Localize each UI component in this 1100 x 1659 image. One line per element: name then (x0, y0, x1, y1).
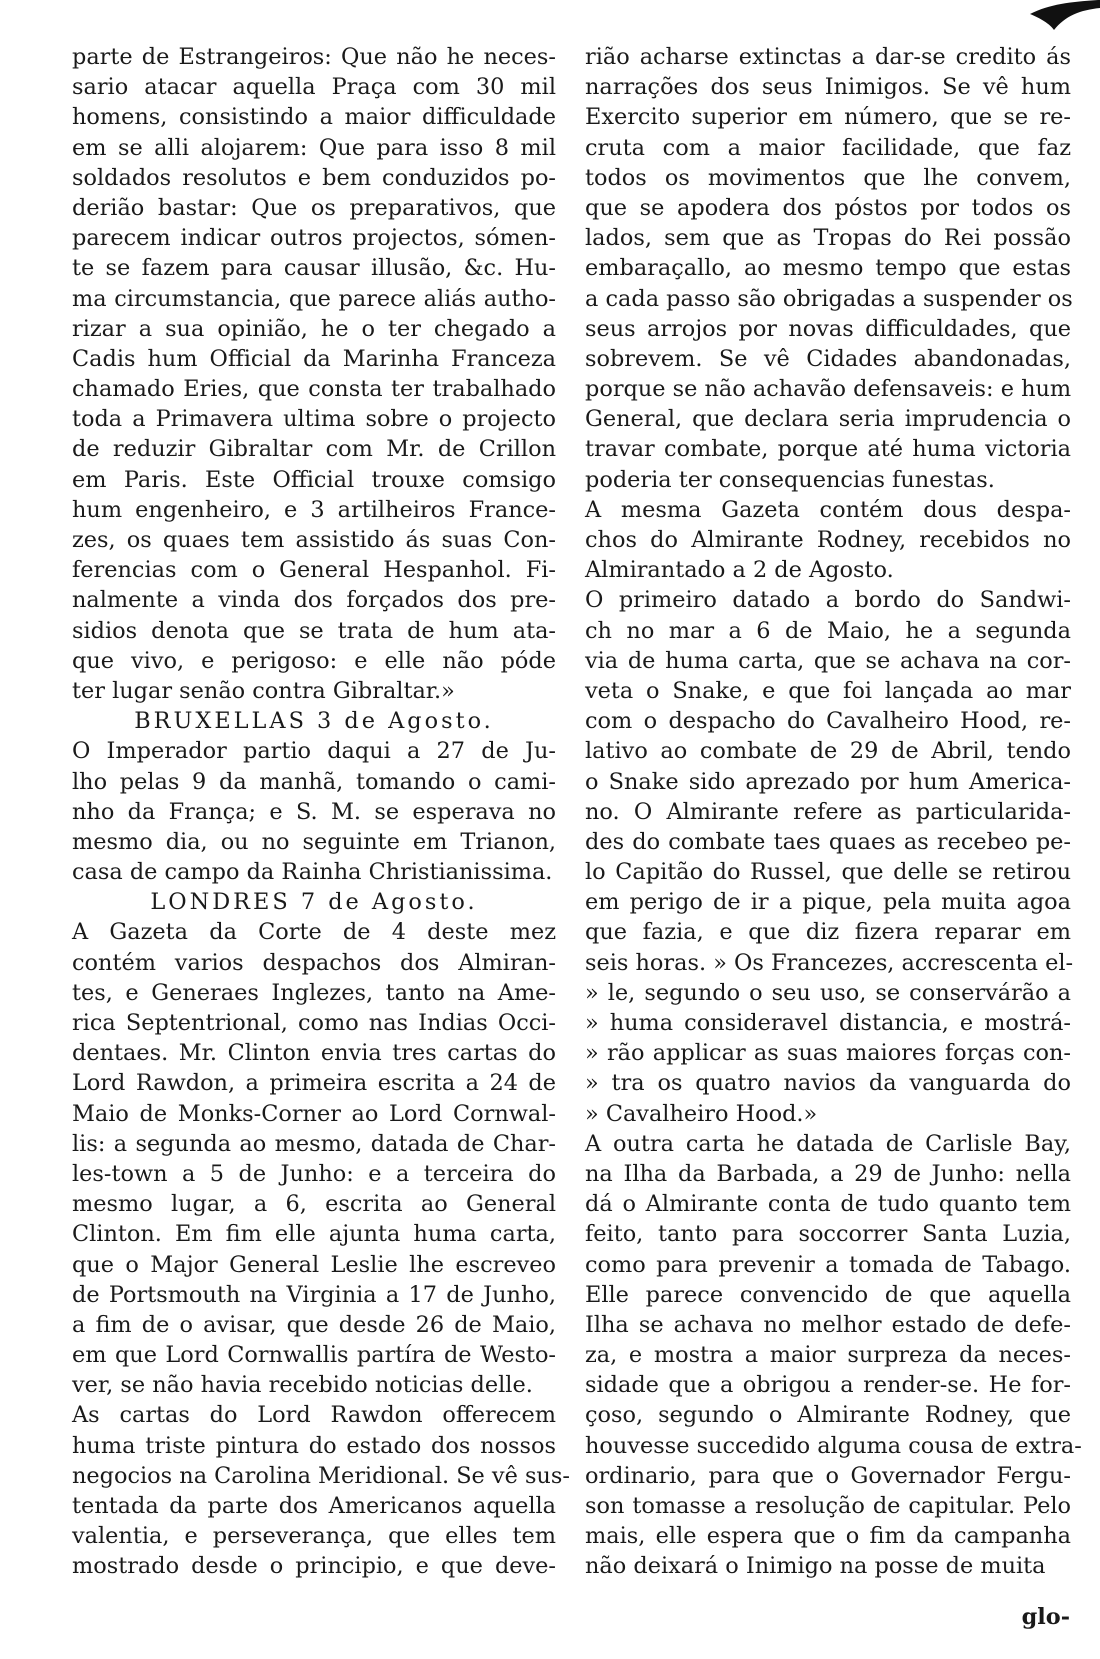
torn-corner-mark (1010, 0, 1100, 40)
text-line: veta o Snake, e que foi lançada ao mar (585, 677, 1071, 704)
text-line: » le, segundo o seu uso, se conservárão a (585, 979, 1071, 1006)
text-line: tes, e Generaes Inglezes, tanto na Ame- (72, 979, 556, 1006)
text-line: todos os movimentos que lhe convem, (585, 164, 1071, 191)
text-line: via de huma carta, que se achava na cor- (585, 647, 1071, 674)
text-line: parte de Estrangeiros: Que não he neces- (72, 44, 556, 70)
text-line: ferencias com o General Hespanhol. Fi- (72, 557, 556, 584)
text-line: lativo ao combate de 29 de Abril, tendo (585, 738, 1071, 765)
text-line: contém varios despachos dos Almiran- (72, 949, 556, 976)
catchword: glo- (1021, 1604, 1070, 1630)
text-line: o Snake sido aprezado por hum America- (585, 768, 1071, 795)
text-line: com o despacho do Cavalheiro Hood, re- (585, 708, 1071, 735)
right-column (585, 42, 1082, 1582)
text-line: parecem indicar outros projectos, sómen- (72, 225, 556, 252)
text-line: embaraçallo, ao mesmo tempo que estas (585, 255, 1071, 282)
text-line: a fim de o avisar, que desde 26 de Maio, (72, 1311, 556, 1338)
text-line: za, e mostra a maior surpreza da neces- (585, 1342, 1071, 1369)
text-line: no. O Almirante refere as particularida- (585, 798, 1071, 825)
text-line: ordinario, para que o Governador Fergu- (585, 1462, 1071, 1489)
text-line: A mesma Gazeta contém dous despa- (585, 496, 1071, 523)
text-line: » Cavalheiro Hood.» (585, 1100, 818, 1127)
text-line: nho da França; e S. M. se esperava no (72, 798, 556, 825)
text-line: lis: a segunda ao mesmo, datada de Char- (72, 1130, 556, 1157)
text-line: casa de campo da Rainha Christianissima. (72, 859, 553, 886)
text-line: » tra os quatro navios da vanguarda do (585, 1070, 1071, 1097)
text-line: hum engenheiro, e 3 artilheiros France- (72, 496, 556, 523)
text-line: na Ilha da Barbada, a 29 de Junho: nella (585, 1160, 1071, 1187)
text-line: mesmo lugar, a 6, escrita ao General (72, 1191, 556, 1218)
text-line: houvesse succedido alguma cousa de extra- (585, 1432, 1082, 1459)
text-line: seis horas. » Os Francezes, accrescenta el- (585, 949, 1074, 976)
text-line: que o Major General Leslie lhe escreveo (72, 1251, 556, 1278)
text-line: porque se não achavão defensaveis: e hum (585, 376, 1072, 403)
text-line: dentaes. Mr. Clinton envia tres cartas do (72, 1040, 556, 1067)
text-line: mais, elle espera que o fim da campanha (585, 1523, 1071, 1550)
text-line: em que Lord Cornwallis partíra de Westo- (72, 1342, 556, 1369)
text-line: em perigo de ir a pique, pela muita agoa (585, 889, 1071, 916)
text-line: ter lugar senão contra Gibraltar.» (72, 677, 455, 704)
text-line: huma triste pintura do estado dos nossos (72, 1432, 556, 1459)
text-line: les-town a 5 de Junho: e a terceira do (72, 1160, 556, 1187)
text-line: des do combate taes quaes as recebeo pe- (585, 828, 1071, 855)
text-line: de reduzir Gibraltar com Mr. de Crillon (72, 436, 556, 463)
text-line: toda a Primavera ultima sobre o projecto (72, 406, 556, 433)
text-line: lho pelas 9 da manhã, tomando o cami- (72, 768, 556, 795)
text-line: que vivo, e perigoso: e elle não póde (72, 647, 556, 674)
text-line: sidios denota que se trata de hum ata- (72, 617, 556, 644)
text-line: sobrevem. Se vê Cidades abandonadas, (585, 345, 1071, 372)
text-line: cruta com a maior facilidade, que faz (585, 134, 1071, 161)
text-line: narrações dos seus Inimigos. Se vê hum (585, 74, 1071, 101)
text-line: seus arrojos por novas difficuldades, que (585, 315, 1071, 342)
text-line: soldados resolutos e bem conduzidos po- (72, 164, 556, 191)
text-line: O Imperador partio daqui a 27 de Ju- (72, 738, 556, 765)
text-line: rião acharse extinctas a dar-se credito ás (585, 44, 1071, 70)
text-line: Exercito superior em número, que se re- (585, 104, 1071, 131)
text-line: que se apodera dos póstos por todos os (585, 194, 1071, 221)
text-line: Ilha se achava no melhor estado de defe- (585, 1311, 1071, 1338)
left-column (72, 42, 570, 1582)
text-line: de Portsmouth na Virginia a 17 de Junho, (72, 1281, 556, 1308)
text-line: homens, consistindo a maior difficuldade (72, 104, 556, 131)
text-line: ch no mar a 6 de Maio, he a segunda (585, 617, 1071, 644)
text-line: sario atacar aquella Praça com 30 mil (72, 74, 556, 101)
text-line: » rão applicar as suas maiores forças con- (585, 1040, 1071, 1067)
text-line: A outra carta he datada de Carlisle Bay, (585, 1130, 1071, 1157)
text-line: mesmo dia, ou no seguinte em Trianon, (72, 828, 556, 855)
text-line: lados, sem que as Tropas do Rei possão (585, 225, 1071, 252)
text-line: zes, os quaes tem assistido ás suas Con- (72, 527, 556, 553)
text-line: negocios na Carolina Meridional. Se vê sus- (72, 1462, 570, 1489)
text-line: Almirantado a 2 de Agosto. (585, 557, 894, 584)
text-line: tentada da parte dos Americanos aquella (72, 1493, 556, 1519)
text-line: General, que declara seria imprudencia o (585, 406, 1071, 433)
text-line: ver, se não havia recebido noticias delle. (72, 1372, 533, 1399)
text-line: dá o Almirante conta de tudo quanto tem (585, 1191, 1071, 1218)
text-line: çoso, segundo o Almirante Rodney, que (585, 1402, 1071, 1429)
text-line: lo Capitão do Russel, que delle se retirou (585, 859, 1071, 886)
text-line: não deixará o Inimigo na posse de muita (585, 1553, 1046, 1580)
text-line: Elle parece convencido de que aquella (585, 1281, 1071, 1308)
text-line: ma circumstancia, que parece aliás autho- (72, 285, 556, 312)
text-line: LONDRES 7 de Agosto. (150, 889, 478, 916)
text-line: Lord Rawdon, a primeira escrita a 24 de (72, 1070, 556, 1097)
text-line: como para prevenir a tomada de Tabago. (585, 1251, 1071, 1278)
text-line: poderia ter consequencias funestas. (585, 466, 995, 493)
text-line: O primeiro datado a bordo do Sandwi- (585, 587, 1071, 614)
text-line: A Gazeta da Corte de 4 deste mez (72, 919, 556, 946)
text-line: travar combate, porque até huma victoria (585, 436, 1071, 463)
text-line: chos do Almirante Rodney, recebidos no (585, 527, 1071, 553)
text-line: a cada passo são obrigadas a suspender os (585, 285, 1073, 312)
text-line: BRUXELLAS 3 de Agosto. (134, 708, 494, 735)
text-line: derião bastar: Que os preparativos, que (72, 194, 556, 221)
text-line: em se alli alojarem: Que para isso 8 mil (72, 134, 556, 161)
text-line: que fazia, e que diz fizera reparar em (585, 919, 1071, 946)
text-line: rizar a sua opinião, he o ter chegado a (72, 315, 556, 342)
text-line: Maio de Monks-Corner ao Lord Cornwal- (72, 1100, 556, 1127)
text-line: mostrado desde o principio, e que deve- (72, 1553, 556, 1580)
text-line: Cadis hum Official da Marinha Franceza (72, 345, 556, 372)
text-line: sidade que a obrigou a render-se. He for- (585, 1372, 1071, 1399)
text-line: As cartas do Lord Rawdon offerecem (72, 1402, 556, 1429)
text-line: » huma consideravel distancia, e mostrá- (585, 1010, 1071, 1036)
text-line: Clinton. Em fim elle ajunta huma carta, (72, 1221, 556, 1248)
text-line: te se fazem para causar illusão, &c. Hu- (72, 255, 556, 282)
text-line: em Paris. Este Official trouxe comsigo (72, 466, 556, 493)
text-line: son tomasse a resolução de capitular. Pelo (585, 1493, 1071, 1519)
text-line: valentia, e perseverança, que elles tem (72, 1523, 556, 1550)
text-line: chamado Eries, que consta ter trabalhado (72, 376, 556, 403)
text-line: feito, tanto para soccorrer Santa Luzia, (585, 1221, 1071, 1248)
text-line: rica Septentrional, como nas Indias Occi- (72, 1010, 556, 1036)
text-line: nalmente a vinda dos forçados dos pre- (72, 587, 556, 614)
